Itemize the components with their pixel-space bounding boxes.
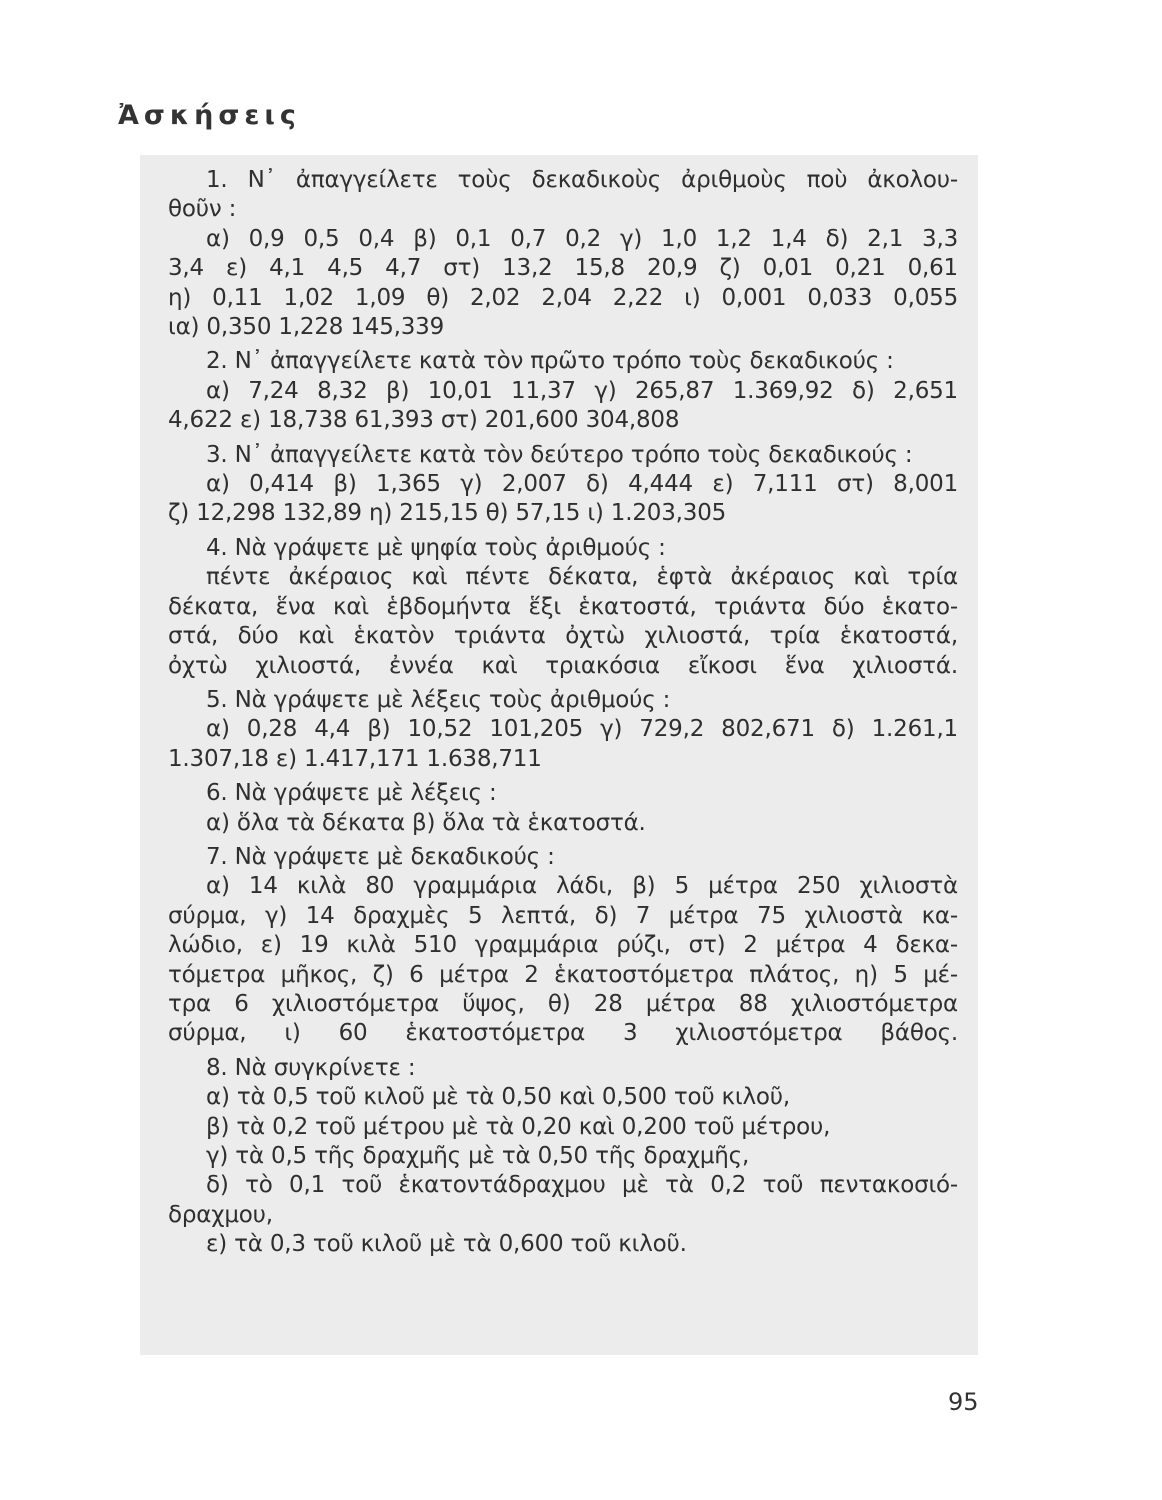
text-line: α) τὰ 0,5 τοῦ κιλοῦ μὲ τὰ 0,50 καὶ 0,500 τοῦ κιλοῦ, <box>206 1084 790 1111</box>
text-line: 7. Νὰ γράψετε μὲ δεκαδικούς : <box>206 843 555 870</box>
text-line: α) 14 κιλὰ 80 γραμμάρια λάδι, β) 5 μέτρα 250 χιλιοστὰ <box>206 873 958 900</box>
text-line: πέντε ἀκέραιος καὶ πέντε δέκατα, ἑφτὰ ἀκέραιος καὶ τρία <box>206 564 958 591</box>
text-line: σύρμα, γ) 14 δραχμὲς 5 λεπτά, δ) 7 μέτρα 75 χιλιοστὰ κα- <box>168 902 958 929</box>
text-line: τόμετρα μῆκος, ζ) 6 μέτρα 2 ἑκατοστόμετρα πλάτος, η) 5 μέ- <box>168 961 958 988</box>
exercise-list <box>168 166 958 1265</box>
text-line: σύρμα, ι) 60 ἑκατοστόμετρα 3 χιλιοστόμετρα βάθος. <box>168 1020 958 1047</box>
text-line: α) 0,414 β) 1,365 γ) 2,007 δ) 4,444 ε) 7,111 στ) 8,001 <box>206 471 958 498</box>
text-line: θοῦν : <box>168 196 237 223</box>
text-line: ε) τὰ 0,3 τοῦ κιλοῦ μὲ τὰ 0,600 τοῦ κιλοῦ. <box>206 1231 687 1258</box>
exercise-1 <box>168 166 958 342</box>
text-line: η) 0,11 1,02 1,09 θ) 2,02 2,04 2,22 ι) 0,001 0,033 0,055 <box>168 284 958 311</box>
text-line: ὀχτὼ χιλιοστά, ἐννέα καὶ τριακόσια εἴκοσι ἕνα χιλιοστά. <box>168 652 958 679</box>
text-line: δ) τὸ 0,1 τοῦ ἑκατοντάδραχμου μὲ τὰ 0,2 τοῦ πεντακοσιό- <box>206 1172 958 1199</box>
text-line: α) ὅλα τὰ δέκατα β) ὅλα τὰ ἑκατοστά. <box>206 809 646 836</box>
text-line: 1.307,18 ε) 1.417,171 1.638,711 <box>168 745 542 772</box>
exercise-3 <box>168 441 958 529</box>
text-line: 4,622 ε) 18,738 61,393 στ) 201,600 304,808 <box>168 407 680 434</box>
text-line: β) τὰ 0,2 τοῦ μέτρου μὲ τὰ 0,20 καὶ 0,200 τοῦ μέτρου, <box>206 1113 831 1140</box>
text-line: γ) τὰ 0,5 τῆς δραχμῆς μὲ τὰ 0,50 τῆς δραχμῆς, <box>206 1143 750 1169</box>
text-line: 8. Νὰ συγκρίνετε : <box>206 1054 416 1081</box>
text-line: 3,4 ε) 4,1 4,5 4,7 στ) 13,2 15,8 20,9 ζ) 0,01 0,21 0,61 <box>168 255 958 282</box>
exercise-7 <box>168 843 958 1049</box>
exercise-8 <box>168 1054 958 1260</box>
text-line: 6. Νὰ γράψετε μὲ λέξεις : <box>206 780 497 807</box>
text-line: 5. Νὰ γράψετε μὲ λέξεις τοὺς ἀριθμούς : <box>206 686 671 713</box>
text-line: α) 7,24 8,32 β) 10,01 11,37 γ) 265,87 1.369,92 δ) 2,651 <box>206 377 958 404</box>
text-line: δέκατα, ἕνα καὶ ἑβδομήντα ἕξι ἑκατοστά, τριάντα δύο ἑκατο- <box>168 593 958 620</box>
text-line: 2. Ν᾽ ἀπαγγείλετε κατὰ τὸν πρῶτο τρόπο τοὺς δεκαδικούς : <box>206 348 894 375</box>
section-heading: Ἀσκήσεις <box>118 100 301 131</box>
text-line: στά, δύο καὶ ἑκατὸν τριάντα ὀχτὼ χιλιοστά, τρία ἑκατοστά, <box>168 623 958 650</box>
text-line: 4. Νὰ γράψετε μὲ ψηφία τοὺς ἀριθμούς : <box>206 534 666 561</box>
text-line: δραχμου, <box>168 1201 273 1228</box>
text-line: 1. Ν᾽ ἀπαγγείλετε τοὺς δεκαδικοὺς ἀριθμοὺς ποὺ ἀκολου- <box>206 167 958 193</box>
text-line: τρα 6 χιλιοστόμετρα ὕψος, θ) 28 μέτρα 88 χιλιοστόμετρα <box>168 990 958 1017</box>
text-line: ζ) 12,298 132,89 η) 215,15 θ) 57,15 ι) 1.203,305 <box>168 500 727 527</box>
exercise-5 <box>168 686 958 774</box>
exercise-6 <box>168 779 958 838</box>
text-line: α) 0,9 0,5 0,4 β) 0,1 0,7 0,2 γ) 1,0 1,2 1,4 δ) 2,1 3,3 <box>206 225 958 252</box>
page-number: 95 <box>948 1388 979 1416</box>
exercise-2 <box>168 347 958 435</box>
text-line: α) 0,28 4,4 β) 10,52 101,205 γ) 729,2 802,671 δ) 1.261,1 <box>206 716 958 743</box>
text-line: ια) 0,350 1,228 145,339 <box>168 314 445 341</box>
text-line: λώδιο, ε) 19 κιλὰ 510 γραμμάρια ρύζι, στ) 2 μέτρα 4 δεκα- <box>168 932 958 959</box>
text-line: 3. Ν᾽ ἀπαγγείλετε κατὰ τὸν δεύτερο τρόπο τοὺς δεκαδικούς : <box>206 441 913 468</box>
exercise-4 <box>168 534 958 681</box>
